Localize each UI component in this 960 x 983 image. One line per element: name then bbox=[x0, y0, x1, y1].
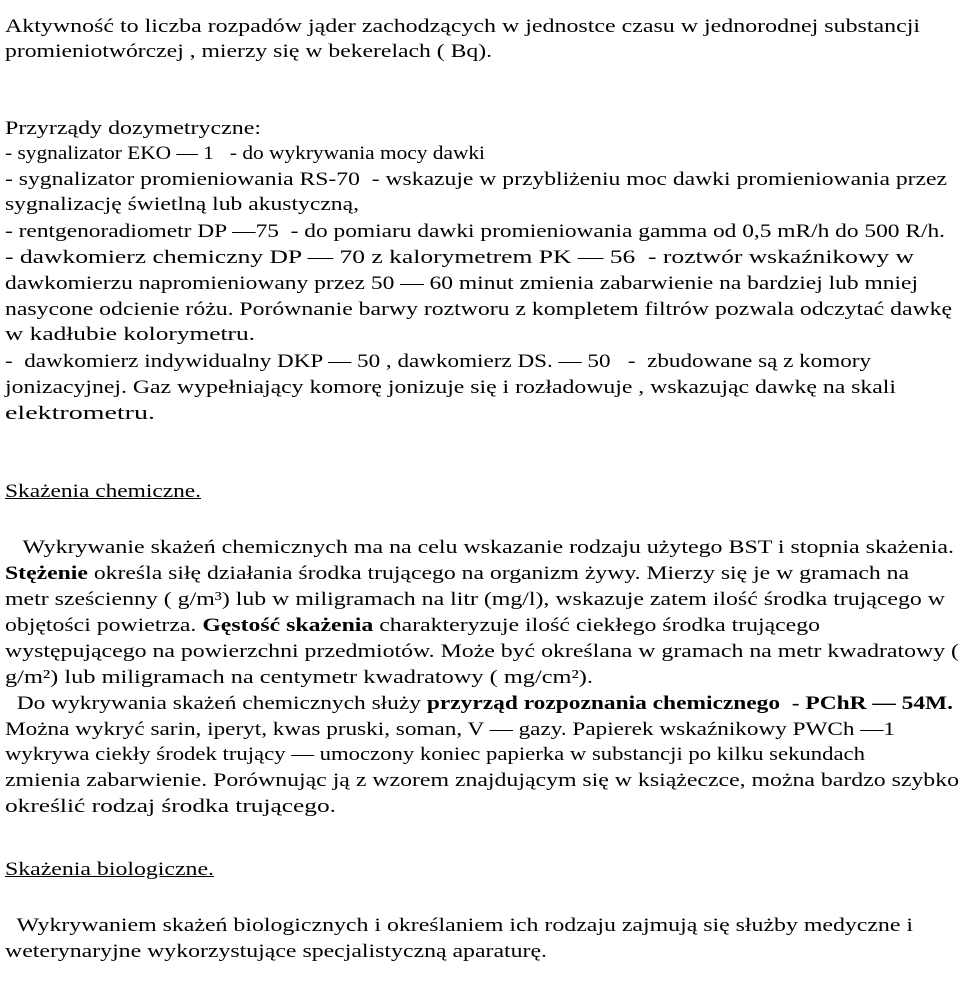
text-line bbox=[5, 167, 947, 193]
text-line bbox=[5, 535, 954, 561]
text-segment: g/m²) lub miligramach na centymetr kwadratowy ( mg/cm²). bbox=[5, 667, 593, 688]
text-line bbox=[5, 116, 261, 142]
text-line bbox=[5, 271, 918, 297]
text-segment: sygnalizację świetlną lub akustyczną, bbox=[5, 194, 359, 215]
bold-term: Stężenie bbox=[5, 563, 88, 584]
text-segment: - dawkomierz chemiczny DP — 70 z kalorymetrem PK — 56 - roztwór wskaźnikowy w bbox=[5, 247, 914, 268]
text-segment: elektrometru. bbox=[5, 403, 155, 424]
text-line bbox=[5, 913, 913, 939]
text-line bbox=[5, 375, 896, 401]
text-segment: dawkomierzu napromieniowany przez 50 — 60 minut zmienia zabarwienie na bardziej lub mniej bbox=[5, 273, 918, 294]
text-line bbox=[5, 939, 547, 965]
text-line bbox=[5, 192, 359, 218]
text-segment: - sygnalizator promieniowania RS-70 - wskazuje w przybliżeniu moc dawki promieniowania przez bbox=[5, 169, 947, 190]
text-line bbox=[5, 561, 909, 587]
text-segment: promieniotwórczej , mierzy się w bekerelach ( Bq). bbox=[5, 41, 492, 62]
text-line bbox=[5, 691, 953, 717]
text-segment: metr sześcienny ( g/m³) lub w miligramach na litr (mg/l), wskazuje zatem ilość środka trującego w bbox=[5, 589, 945, 610]
text-line bbox=[5, 141, 485, 167]
section-heading: Skażenia chemiczne. bbox=[5, 481, 201, 502]
section-heading: Skażenia biologiczne. bbox=[5, 859, 214, 880]
text-segment: Można wykryć sarin, iperyt, kwas pruski, soman, V — gazy. Papierek wskaźnikowy PWCh —1 bbox=[5, 719, 895, 740]
bold-term: przyrząd rozpoznania chemicznego - PChR — 54M. bbox=[426, 693, 954, 714]
text-segment: Wykrywanie skażeń chemicznych ma na celu wskazanie rodzaju użytego BST i stopnia skażenia. bbox=[5, 537, 954, 558]
text-segment: nasycone odcienie różu. Porównanie barwy roztworu z kompletem filtrów pozwala odczytać dawkę bbox=[5, 299, 952, 320]
text-segment: weterynaryjne wykorzystujące specjalistyczną aparaturę. bbox=[5, 941, 547, 962]
text-line bbox=[5, 613, 820, 639]
text-line bbox=[5, 39, 492, 65]
text-segment: charakteryzuje ilość ciekłego środka trującego bbox=[373, 615, 820, 636]
text-segment: określić rodzaj środka trującego. bbox=[5, 796, 336, 817]
text-line bbox=[5, 587, 945, 613]
text-segment: wykrywa ciekły środek trujący — umoczony koniec papierka w substancji po kilku sekundach bbox=[5, 744, 866, 765]
text-segment: występującego na powierzchni przedmiotów. Może być określana w gramach na metr kwadratowy ( bbox=[5, 641, 959, 662]
text-segment: - sygnalizator EKO — 1 - do wykrywania mocy dawki bbox=[5, 143, 486, 164]
text-segment: jonizacyjnej. Gaz wypełniający komorę jonizuje się i rozładowuje , wskazując dawkę na skali bbox=[5, 377, 896, 398]
text-line bbox=[5, 14, 920, 40]
text-line bbox=[5, 857, 214, 883]
text-line bbox=[5, 322, 255, 348]
text-line bbox=[5, 401, 155, 427]
text-line bbox=[5, 742, 865, 768]
text-segment: - dawkomierz indywidualny DKP — 50 , dawkomierz DS. — 50 - zbudowane są z komory bbox=[5, 351, 871, 372]
text-line bbox=[5, 479, 201, 505]
text-line bbox=[5, 717, 895, 743]
text-line bbox=[5, 297, 952, 323]
text-segment: zmienia zabarwienie. Porównując ją z wzorem znajdującym się w książeczce, można bardzo szybko bbox=[5, 770, 959, 791]
text-line bbox=[5, 639, 959, 665]
bold-term: Gęstość skażenia bbox=[202, 615, 374, 636]
text-segment: Do wykrywania skażeń chemicznych służy bbox=[5, 693, 427, 714]
text-segment: określa siłę działania środka trującego na organizm żywy. Mierzy się je w gramach na bbox=[87, 563, 910, 584]
text-segment: Wykrywaniem skażeń biologicznych i określaniem ich rodzaju zajmują się służby medyczne i bbox=[5, 915, 913, 936]
text-line bbox=[5, 349, 871, 375]
text-segment: w kadłubie kolorymetru. bbox=[5, 324, 255, 345]
text-segment: Aktywność to liczba rozpadów jąder zachodzących w jednostce czasu w jednorodnej substancji bbox=[5, 16, 921, 37]
text-segment: objętości powietrza. bbox=[5, 615, 203, 636]
text-line bbox=[5, 245, 914, 271]
text-line bbox=[5, 665, 593, 691]
text-line bbox=[5, 794, 336, 820]
text-line bbox=[5, 768, 959, 794]
text-line bbox=[5, 219, 945, 245]
text-segment: - rentgenoradiometr DP —75 - do pomiaru dawki promieniowania gamma od 0,5 mR/h do 500 R/h. bbox=[5, 221, 945, 242]
text-segment: Przyrządy dozymetryczne: bbox=[5, 118, 261, 139]
